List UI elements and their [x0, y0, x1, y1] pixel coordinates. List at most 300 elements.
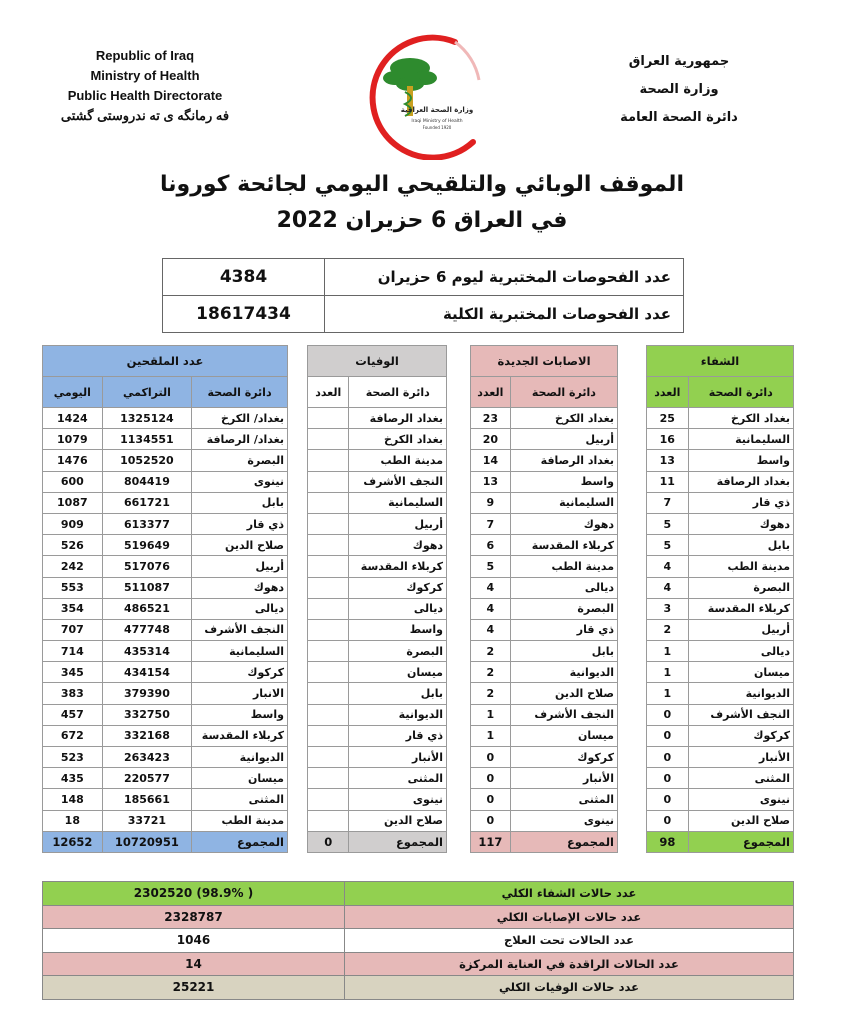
summary-label: عدد حالات الوفيات الكلي — [345, 976, 794, 1000]
table-row — [43, 929, 794, 953]
directorate-name-cell: واسط — [688, 450, 793, 471]
table-row — [43, 513, 288, 534]
table-row — [43, 747, 288, 768]
directorate-name-cell: ميسان — [510, 725, 617, 746]
ministry-logo-icon — [355, 30, 495, 160]
table-row — [647, 429, 794, 450]
directorate-name-cell: النجف الأشرف — [349, 471, 447, 492]
daily-vaccinated-cell: 553 — [43, 577, 103, 598]
summary-value: 14 — [43, 952, 345, 976]
directorate-name-cell: البصرة — [688, 577, 793, 598]
total-tests-value: 18617434 — [163, 296, 325, 333]
directorate-name-cell: أربيل — [510, 429, 617, 450]
table-row — [308, 556, 447, 577]
total-label: المجموع — [349, 831, 447, 852]
count-cell: 16 — [647, 429, 689, 450]
header-ar-line: جمهورية العراق — [628, 54, 730, 69]
table-row — [647, 577, 794, 598]
daily-vaccinated-cell: 526 — [43, 535, 103, 556]
directorate-name-cell: واسط — [510, 471, 617, 492]
cumulative-vaccinated-cell: 263423 — [102, 747, 192, 768]
count-cell — [308, 641, 349, 662]
directorate-name-cell: كركوك — [192, 662, 288, 683]
count-cell: 1 — [647, 662, 689, 683]
count-cell — [308, 810, 349, 831]
table-row — [43, 556, 288, 577]
count-cell: 3 — [647, 598, 689, 619]
table-row — [647, 377, 794, 408]
daily-vaccinated-cell: 457 — [43, 704, 103, 725]
cumulative-vaccinated-cell: 1052520 — [102, 450, 192, 471]
cumulative-vaccinated-cell: 661721 — [102, 492, 192, 513]
summary-label: عدد حالات الشفاء الكلي — [345, 882, 794, 906]
table-row — [647, 768, 794, 789]
cumulative-vaccinated-cell: 435314 — [102, 641, 192, 662]
directorate-name-cell: ذي قار — [349, 725, 447, 746]
page-title: الموقف الوبائي والتلقيحي اليومي لجائحة كورونا — [160, 172, 684, 197]
table-row — [647, 662, 794, 683]
count-cell: 5 — [647, 535, 689, 556]
cumulative-vaccinated-cell: 517076 — [102, 556, 192, 577]
header-english — [40, 46, 250, 126]
daily-vaccinated-cell: 354 — [43, 598, 103, 619]
summary-value: 2328787 — [43, 905, 345, 929]
daily-vaccinated-cell: 707 — [43, 619, 103, 640]
directorate-name-cell: بابل — [349, 683, 447, 704]
table-row — [43, 882, 794, 906]
cumulative-vaccinated-cell: 1325124 — [102, 408, 192, 429]
count-cell: 0 — [471, 810, 511, 831]
table-row — [43, 952, 794, 976]
table-row — [647, 535, 794, 556]
table-row — [471, 747, 618, 768]
header-en-line: Republic of Iraq — [95, 48, 195, 63]
count-cell: 0 — [647, 747, 689, 768]
header-ar-line: وزارة الصحة — [639, 82, 719, 97]
table-row — [43, 577, 288, 598]
count-cell — [308, 619, 349, 640]
directorate-name-cell: المثنى — [688, 768, 793, 789]
table-row — [647, 641, 794, 662]
col-header-daily: اليومي — [43, 377, 103, 408]
daily-vaccinated-cell: 714 — [43, 641, 103, 662]
table-row — [471, 377, 618, 408]
table-row — [308, 683, 447, 704]
table-row — [308, 471, 447, 492]
directorate-name-cell: مدينة الطب — [688, 556, 793, 577]
count-cell: 9 — [471, 492, 511, 513]
table-row — [647, 810, 794, 831]
count-cell: 4 — [471, 577, 511, 598]
table-row — [471, 492, 618, 513]
count-cell: 5 — [647, 513, 689, 534]
directorate-name-cell: واسط — [349, 619, 447, 640]
cumulative-vaccinated-cell: 379390 — [102, 683, 192, 704]
directorate-name-cell: الديوانية — [688, 683, 793, 704]
count-cell — [308, 408, 349, 429]
summary-label: عدد حالات الإصابات الكلي — [345, 905, 794, 929]
directorate-name-cell: أربيل — [688, 619, 793, 640]
count-cell: 11 — [647, 471, 689, 492]
count-cell — [308, 556, 349, 577]
directorate-name-cell: البصرة — [510, 598, 617, 619]
header-en-line: Ministry of Health — [90, 68, 200, 83]
directorate-name-cell: النجف الأشرف — [510, 704, 617, 725]
directorate-name-cell: أربيل — [192, 556, 288, 577]
total-count: 0 — [308, 831, 349, 852]
table-row — [43, 810, 288, 831]
count-cell: 0 — [647, 810, 689, 831]
directorate-name-cell: دهوك — [510, 513, 617, 534]
count-cell: 1 — [647, 641, 689, 662]
vaccinated-title: عدد الملقحين — [43, 346, 288, 377]
table-row — [43, 377, 288, 408]
col-header-count: العدد — [471, 377, 511, 408]
directorate-name-cell: بابل — [192, 492, 288, 513]
col-header-cumulative: التراكمي — [102, 377, 192, 408]
daily-vaccinated-cell: 1476 — [43, 450, 103, 471]
count-cell: 0 — [647, 704, 689, 725]
cumulative-vaccinated-cell: 332750 — [102, 704, 192, 725]
table-row — [43, 662, 288, 683]
daily-vaccinated-cell: 345 — [43, 662, 103, 683]
directorate-name-cell: نينوى — [688, 789, 793, 810]
daily-tests-label: عدد الفحوصات المختبرية ليوم 6 حزيران — [325, 259, 684, 296]
count-cell: 4 — [471, 619, 511, 640]
table-row — [308, 662, 447, 683]
count-cell: 2 — [647, 619, 689, 640]
col-header-directorate: دائرة الصحة — [688, 377, 793, 408]
total-daily-vaccinated: 12652 — [43, 831, 103, 852]
total-tests-label: عدد الفحوصات المختبرية الكلية — [325, 296, 684, 333]
daily-vaccinated-cell: 672 — [43, 725, 103, 746]
cumulative-vaccinated-cell: 804419 — [102, 471, 192, 492]
daily-vaccinated-cell: 1424 — [43, 408, 103, 429]
table-row — [43, 789, 288, 810]
count-cell: 0 — [647, 789, 689, 810]
count-cell: 1 — [647, 683, 689, 704]
table-row — [308, 619, 447, 640]
new-cases-title: الاصابات الجديدة — [471, 346, 618, 377]
table-row — [647, 346, 794, 377]
cumulative-vaccinated-cell: 220577 — [102, 768, 192, 789]
table-row — [308, 747, 447, 768]
table-row — [43, 905, 794, 929]
table-row — [647, 831, 794, 852]
directorate-name-cell: البصرة — [192, 450, 288, 471]
table-row — [308, 598, 447, 619]
total-label: المجموع — [192, 831, 288, 852]
table-row — [308, 810, 447, 831]
directorate-name-cell: الديوانية — [349, 704, 447, 725]
directorate-name-cell: بغداد/ الكرخ — [192, 408, 288, 429]
table-row — [308, 831, 447, 852]
count-cell: 2 — [471, 662, 511, 683]
directorate-name-cell: بغداد الرصافة — [510, 450, 617, 471]
table-row — [647, 408, 794, 429]
table-row — [308, 535, 447, 556]
directorate-name-cell: الأنبار — [349, 747, 447, 768]
svg-text:Founded 1920: Founded 1920 — [422, 125, 452, 130]
count-cell: 1 — [471, 725, 511, 746]
directorate-name-cell: كربلاء المقدسة — [510, 535, 617, 556]
summary-label: عدد الحالات الراقدة في العناية المركزة — [345, 952, 794, 976]
total-count: 98 — [647, 831, 689, 852]
table-row — [471, 577, 618, 598]
count-cell: 2 — [471, 641, 511, 662]
count-cell — [308, 683, 349, 704]
table-row — [471, 768, 618, 789]
table-row — [43, 471, 288, 492]
col-header-directorate: دائرة الصحة — [192, 377, 288, 408]
directorate-name-cell: السليمانية — [349, 492, 447, 513]
directorate-name-cell: بغداد/ الرصافة — [192, 429, 288, 450]
count-cell: 7 — [647, 492, 689, 513]
count-cell: 20 — [471, 429, 511, 450]
count-cell — [308, 492, 349, 513]
table-row — [647, 704, 794, 725]
directorate-name-cell: نينوى — [349, 789, 447, 810]
count-cell — [308, 789, 349, 810]
table-row — [308, 725, 447, 746]
table-row — [43, 450, 288, 471]
lab-tests-table — [162, 258, 684, 333]
svg-text:وزارة الصحة العراقية: وزارة الصحة العراقية — [400, 106, 474, 114]
directorate-name-cell: السليمانية — [192, 641, 288, 662]
directorate-name-cell: السليمانية — [510, 492, 617, 513]
table-row — [471, 556, 618, 577]
directorate-name-cell: صلاح الدين — [510, 683, 617, 704]
cumulative-vaccinated-cell: 434154 — [102, 662, 192, 683]
directorate-name-cell: ذي قار — [510, 619, 617, 640]
table-row — [43, 725, 288, 746]
table-row — [43, 976, 794, 1000]
directorate-name-cell: الديوانية — [510, 662, 617, 683]
table-row — [471, 346, 618, 377]
daily-vaccinated-cell: 383 — [43, 683, 103, 704]
daily-vaccinated-cell: 148 — [43, 789, 103, 810]
table-row — [647, 450, 794, 471]
directorate-name-cell: بغداد الكرخ — [688, 408, 793, 429]
directorate-name-cell: الانبار — [192, 683, 288, 704]
directorate-name-cell: كربلاء المقدسة — [349, 556, 447, 577]
count-cell: 1 — [471, 704, 511, 725]
table-row — [163, 296, 684, 333]
table-row — [308, 450, 447, 471]
daily-vaccinated-cell: 18 — [43, 810, 103, 831]
summary-value: 25221 — [43, 976, 345, 1000]
directorate-name-cell: بغداد الرصافة — [349, 408, 447, 429]
table-row — [471, 408, 618, 429]
table-row — [647, 683, 794, 704]
directorate-name-cell: دهوك — [349, 535, 447, 556]
count-cell — [308, 535, 349, 556]
daily-vaccinated-cell: 523 — [43, 747, 103, 768]
table-row — [647, 789, 794, 810]
directorate-name-cell: ديالى — [192, 598, 288, 619]
directorate-name-cell: كربلاء المقدسة — [688, 598, 793, 619]
table-row — [647, 598, 794, 619]
table-row — [308, 429, 447, 450]
daily-tests-value: 4384 — [163, 259, 325, 296]
directorate-name-cell: ديالى — [688, 641, 793, 662]
directorate-name-cell: بغداد الكرخ — [510, 408, 617, 429]
daily-vaccinated-cell: 1087 — [43, 492, 103, 513]
table-row — [308, 346, 447, 377]
count-cell — [308, 725, 349, 746]
count-cell: 5 — [471, 556, 511, 577]
deaths-title: الوفيات — [308, 346, 447, 377]
directorate-name-cell: صلاح الدين — [688, 810, 793, 831]
count-cell — [308, 577, 349, 598]
table-row — [43, 683, 288, 704]
col-header-directorate: دائرة الصحة — [349, 377, 447, 408]
summary-value: 1046 — [43, 929, 345, 953]
cumulative-vaccinated-cell: 33721 — [102, 810, 192, 831]
count-cell: 23 — [471, 408, 511, 429]
directorate-name-cell: المثنى — [192, 789, 288, 810]
table-row — [647, 513, 794, 534]
table-row — [647, 556, 794, 577]
count-cell: 4 — [647, 556, 689, 577]
header-en-line: Public Health Directorate — [67, 88, 223, 103]
table-row — [471, 683, 618, 704]
table-row — [471, 450, 618, 471]
count-cell: 0 — [647, 725, 689, 746]
count-cell: 25 — [647, 408, 689, 429]
table-row — [43, 831, 288, 852]
svg-text:Iraqi Ministry of Health: Iraqi Ministry of Health — [411, 119, 463, 124]
cumulative-vaccinated-cell: 511087 — [102, 577, 192, 598]
page-subtitle: في العراق 6 حزيران 2022 — [276, 208, 568, 233]
table-row — [163, 259, 684, 296]
count-cell: 13 — [471, 471, 511, 492]
col-header-count: العدد — [647, 377, 689, 408]
directorate-name-cell: كركوك — [688, 725, 793, 746]
total-label: المجموع — [688, 831, 793, 852]
cumulative-vaccinated-cell: 613377 — [102, 513, 192, 534]
header-kurdish-line: فه رمانگه ی ته ندروستی گشتی — [60, 108, 230, 123]
directorate-name-cell: ميسان — [349, 662, 447, 683]
count-cell — [308, 471, 349, 492]
table-row — [647, 471, 794, 492]
daily-vaccinated-cell: 909 — [43, 513, 103, 534]
table-row — [471, 535, 618, 556]
table-row — [308, 768, 447, 789]
table-row — [471, 429, 618, 450]
daily-vaccinated-cell: 242 — [43, 556, 103, 577]
table-row — [471, 641, 618, 662]
directorate-name-cell: دهوك — [192, 577, 288, 598]
directorate-name-cell: بابل — [688, 535, 793, 556]
count-cell: 0 — [471, 768, 511, 789]
table-row — [308, 789, 447, 810]
table-row — [647, 725, 794, 746]
count-cell: 0 — [647, 768, 689, 789]
table-row — [43, 704, 288, 725]
col-header-directorate: دائرة الصحة — [510, 377, 617, 408]
count-cell: 7 — [471, 513, 511, 534]
count-cell: 0 — [471, 789, 511, 810]
directorate-name-cell: المثنى — [510, 789, 617, 810]
table-row — [308, 492, 447, 513]
cumulative-vaccinated-cell: 185661 — [102, 789, 192, 810]
count-cell — [308, 429, 349, 450]
table-row — [471, 619, 618, 640]
summary-label: عدد الحالات تحت العلاج — [345, 929, 794, 953]
deaths-table — [307, 345, 447, 853]
table-row — [471, 513, 618, 534]
header-arabic — [609, 48, 749, 132]
count-cell: 4 — [471, 598, 511, 619]
count-cell — [308, 662, 349, 683]
count-cell: 14 — [471, 450, 511, 471]
total-count: 117 — [471, 831, 511, 852]
directorate-name-cell: ميسان — [192, 768, 288, 789]
count-cell — [308, 747, 349, 768]
directorate-name-cell: بغداد الكرخ — [349, 429, 447, 450]
directorate-name-cell: مدينة الطب — [192, 810, 288, 831]
directorate-name-cell: النجف الأشرف — [688, 704, 793, 725]
table-row — [43, 619, 288, 640]
directorate-name-cell: ميسان — [688, 662, 793, 683]
count-cell: 6 — [471, 535, 511, 556]
count-cell: 4 — [647, 577, 689, 598]
table-row — [471, 662, 618, 683]
directorate-name-cell: كركوك — [349, 577, 447, 598]
directorate-name-cell: الأنبار — [688, 747, 793, 768]
daily-vaccinated-cell: 435 — [43, 768, 103, 789]
total-cumulative-vaccinated: 10720951 — [102, 831, 192, 852]
directorate-name-cell: مدينة الطب — [510, 556, 617, 577]
cumulative-vaccinated-cell: 1134551 — [102, 429, 192, 450]
directorate-name-cell: صلاح الدين — [192, 535, 288, 556]
directorate-name-cell: مدينة الطب — [349, 450, 447, 471]
table-row — [308, 641, 447, 662]
count-cell: 13 — [647, 450, 689, 471]
directorate-name-cell: الأنبار — [510, 768, 617, 789]
directorate-name-cell: بابل — [510, 641, 617, 662]
col-header-count: العدد — [308, 377, 349, 408]
table-row — [471, 471, 618, 492]
count-cell — [308, 450, 349, 471]
directorate-name-cell: ديالى — [510, 577, 617, 598]
table-row — [471, 725, 618, 746]
recovered-title: الشفاء — [647, 346, 794, 377]
directorate-name-cell: المثنى — [349, 768, 447, 789]
directorate-name-cell: نينوى — [510, 810, 617, 831]
daily-vaccinated-cell: 1079 — [43, 429, 103, 450]
table-row — [308, 577, 447, 598]
table-row — [308, 377, 447, 408]
table-row — [471, 789, 618, 810]
table-row — [647, 619, 794, 640]
count-cell — [308, 704, 349, 725]
directorate-name-cell: الديوانية — [192, 747, 288, 768]
count-cell — [308, 598, 349, 619]
directorate-name-cell: السليمانية — [688, 429, 793, 450]
recovered-table — [646, 345, 794, 853]
summary-value: ( 98.9%) 2302520 — [43, 882, 345, 906]
directorate-name-cell: كربلاء المقدسة — [192, 725, 288, 746]
total-label: المجموع — [510, 831, 617, 852]
cumulative-vaccinated-cell: 332168 — [102, 725, 192, 746]
table-row — [471, 831, 618, 852]
table-row — [43, 535, 288, 556]
directorate-name-cell: كركوك — [510, 747, 617, 768]
table-row — [308, 513, 447, 534]
directorate-name-cell: واسط — [192, 704, 288, 725]
